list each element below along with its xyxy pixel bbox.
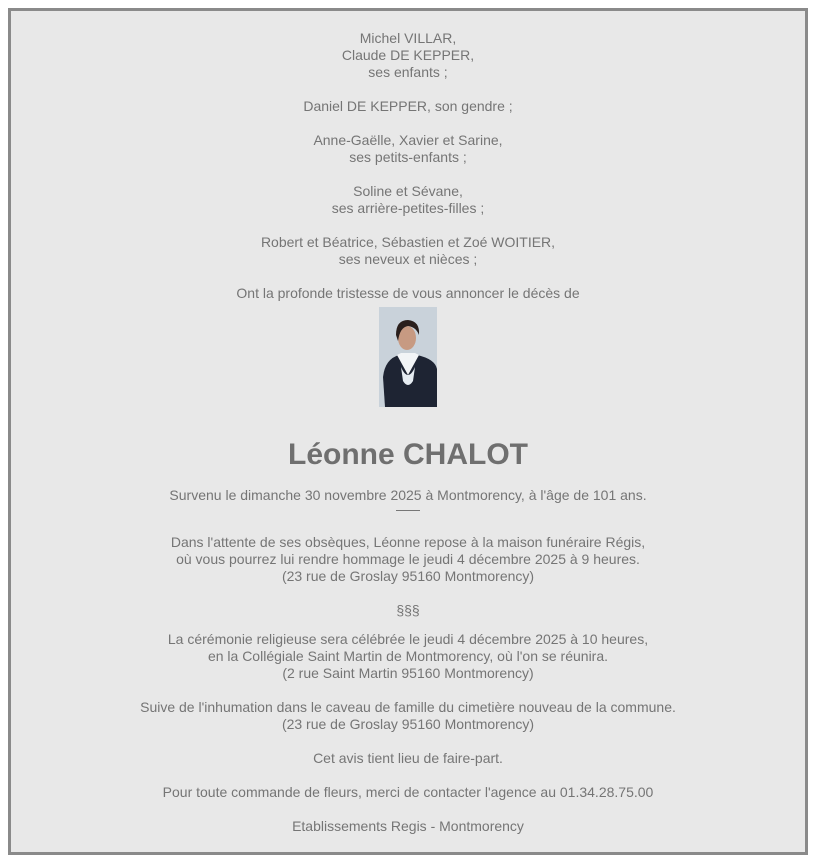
notice-text: Cet avis tient lieu de faire-part. xyxy=(313,750,503,766)
ceremony-info xyxy=(11,631,805,682)
death-details: Survenu le dimanche 30 novembre 2025 à Montmorency, à l'âge de 101 ans. xyxy=(169,487,647,503)
family-children xyxy=(11,30,805,81)
family-son-in-law xyxy=(11,98,805,115)
burial-info xyxy=(11,699,805,733)
repose-info xyxy=(11,534,805,585)
text-line: Robert et Béatrice, Sébastien et Zoé WOITIER, xyxy=(260,234,556,250)
deceased-name: Léonne CHALOT xyxy=(288,438,528,471)
announcement-text: Ont la profonde tristesse de vous annoncer le décès de xyxy=(236,285,580,301)
text-line: Suive de l'inhumation dans le caveau de famille du cimetière nouveau de la commune. xyxy=(140,699,676,715)
divider xyxy=(396,510,420,511)
text-line: où vous pourrez lui rendre hommage le jeudi 4 décembre 2025 à 9 heures. xyxy=(176,551,640,567)
text-line: Daniel DE KEPPER, son gendre ; xyxy=(303,98,513,114)
text-line: La cérémonie religieuse sera célébrée le jeudi 4 décembre 2025 à 10 heures, xyxy=(167,631,649,647)
text-line: Dans l'attente de ses obsèques, Léonne repose à la maison funéraire Régis, xyxy=(170,534,646,550)
text-line: Soline et Sévane, xyxy=(353,183,463,199)
text-line: ses neveux et nièces ; xyxy=(338,251,478,267)
text-line: Claude DE KEPPER, xyxy=(341,47,475,63)
text-line: ses arrière-petites-filles ; xyxy=(331,200,485,216)
text-line: Anne-Gaëlle, Xavier et Sarine, xyxy=(313,132,503,148)
section-separator: §§§ xyxy=(396,602,420,618)
text-line: (2 rue Saint Martin 95160 Montmorency) xyxy=(282,665,534,681)
text-line: en la Collégiale Saint Martin de Montmorency, où l'on se réunira. xyxy=(207,648,609,664)
flowers-contact: Pour toute commande de fleurs, merci de contacter l'agence au 01.34.28.75.00 xyxy=(162,784,654,800)
text-line: ses petits-enfants ; xyxy=(349,149,467,165)
text-line: Michel VILLAR, xyxy=(359,30,457,46)
obituary-card xyxy=(8,8,808,855)
family-nephews xyxy=(11,234,805,268)
family-grandchildren xyxy=(11,132,805,166)
text-line: (23 rue de Groslay 95160 Montmorency) xyxy=(281,716,535,732)
agency-name: Etablissements Regis - Montmorency xyxy=(292,818,524,834)
obituary-content xyxy=(11,30,805,852)
text-line: ses enfants ; xyxy=(368,64,448,80)
portrait-photo xyxy=(379,307,437,407)
text-line: (23 rue de Groslay 95160 Montmorency) xyxy=(281,568,535,584)
family-great-grandchildren xyxy=(11,183,805,217)
